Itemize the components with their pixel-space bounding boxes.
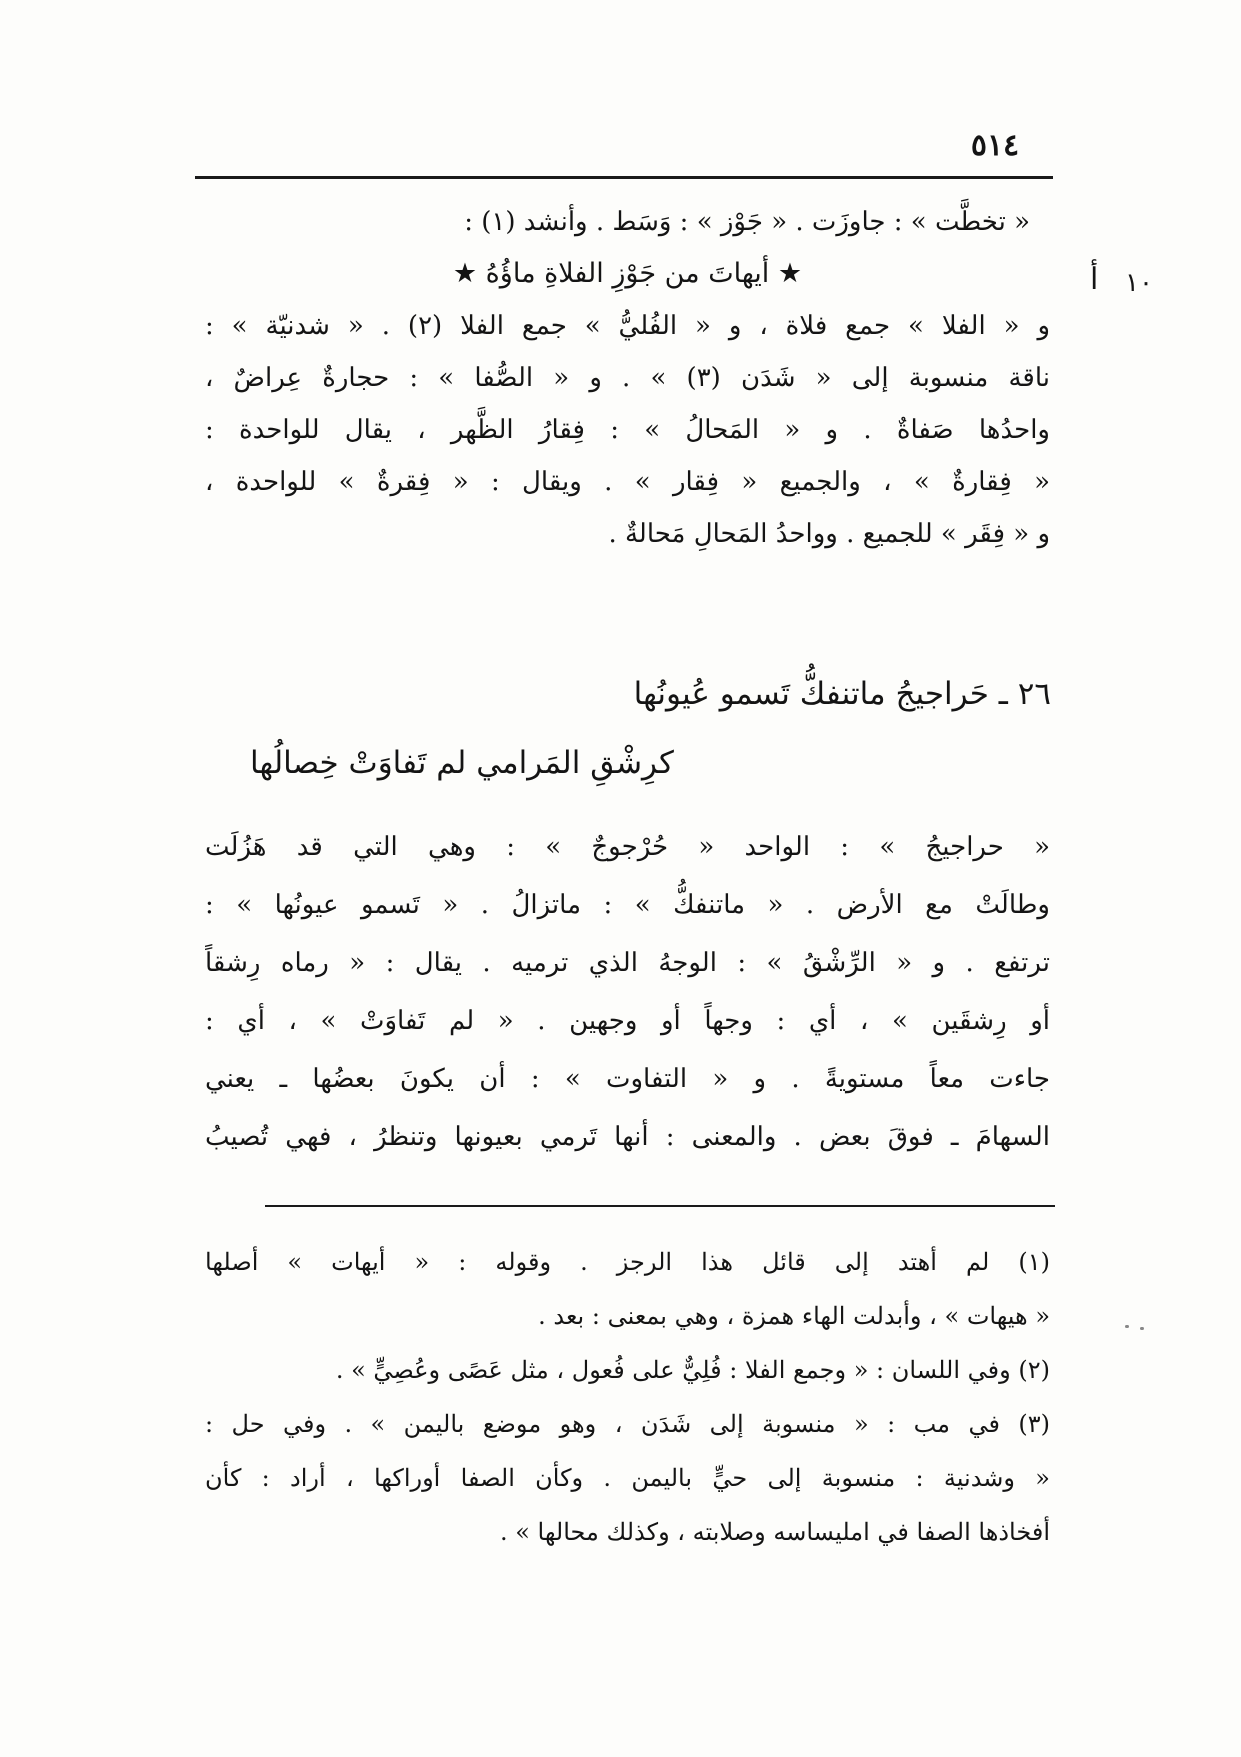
verse-hemistich-1: حَراجيجُ ماتنفكُّ تَسمو عُيونُها: [633, 676, 989, 712]
footnote-line: (١) لم أهتد إلى قائل هذا الرجز . وقوله : « أيهات » أصلها: [205, 1248, 1050, 1276]
text-line: ناقة منسوبة إلى « شَدَن (٣) » . و « الصُّفا » : حجارةٌ عِراضٌ ،: [205, 363, 1050, 393]
footnote-line: « هيهات » ، وأبدلت الهاء همزة ، وهي بمعنى : بعد .: [538, 1302, 1050, 1330]
text-line: وطالَتْ مع الأرض . « ماتنفكُّ » : ماتزالُ . « تَسمو عيونُها » :: [205, 890, 1050, 920]
text-line: « حراجيجُ » : الواحد « حُرْجوجٌ » : وهي التي قد هَزُلَت: [205, 832, 1050, 862]
footnote-rule: [265, 1205, 1055, 1207]
scan-speck: [1125, 1325, 1129, 1328]
text-line: جاءت معاً مستويةً . و « التفاوت » : أن يكونَ بعضُها ـ يعني: [205, 1064, 1050, 1094]
margin-line-number: ١٠: [1125, 268, 1153, 298]
text-line: أو رِشقَين » ، أي : وجهاً أو وجهين . « لم تَفاوَتْ » ، أي :: [205, 1006, 1050, 1036]
margin-marker: أ: [1090, 262, 1099, 297]
text-line: « تخطَّت » : جاوزَت . « جَوْز » : وَسَط . وأنشد (١) :: [464, 207, 1030, 237]
footnotes: [205, 1235, 1050, 1559]
footnote-line: (٣) في مب : « منسوبة إلى شَدَن ، وهو موضع باليمن » . وفي حل :: [205, 1410, 1050, 1438]
text-line: و « الفلا » جمع فلاة ، و « الفُليُّ » جمع الفلا (٢) . « شدنيّة » :: [205, 311, 1050, 341]
text-line: السهامَ ـ فوقَ بعض . والمعنى : أنها تَرمي بعيونها وتنظرُ ، فهي تُصيبُ: [205, 1122, 1050, 1152]
quoted-verse-line: ★ أيهاتَ من جَوْزِ الفلاةِ ماؤُهُ ★: [452, 258, 803, 289]
footnote-line: أفخاذها الصفا في امليساسه وصلابته ، وكذلك محالها » .: [499, 1518, 1050, 1546]
verse-second-hemistich: كرِشْقِ المَرامي لم تَفاوَتْ خِصالُها: [250, 745, 674, 781]
text-line: واحدُها صَفاةٌ . و « المَحالُ » : فِقارُ الظَّهر ، يقال للواحدة :: [205, 415, 1050, 445]
text-line: ترتفع . و « الرِّشْقُ » : الوجهُ الذي ترميه . يقال : « رماه رِشقاً: [205, 948, 1050, 978]
footnote-line: (٢) وفي اللسان : « وجمع الفلا : فُلِيٌّ على فُعول ، مثل عَصًى وعُصِيٍّ » .: [335, 1356, 1050, 1384]
page-number: ٥١٤: [970, 128, 1020, 163]
scan-speck: [1140, 1327, 1144, 1330]
verse-number: ٢٦ ـ: [998, 676, 1051, 712]
text-line: و « فِقَر » للجميع . وواحدُ المَحالِ مَحالةٌ .: [608, 519, 1050, 549]
verse-first-hemistich: [634, 676, 1051, 712]
footnote-line: « وشدنية : منسوبة إلى حيٍّ باليمن . وكأن الصفا أوراكها ، أراد : كأن: [205, 1464, 1050, 1492]
header-rule: [195, 176, 1053, 179]
commentary-top: [205, 196, 1050, 560]
commentary-bottom: [205, 818, 1050, 1166]
text-line: « فِقارةٌ » ، والجميع « فِقار » . ويقال : « فِقرةٌ » للواحدة ،: [205, 467, 1050, 497]
